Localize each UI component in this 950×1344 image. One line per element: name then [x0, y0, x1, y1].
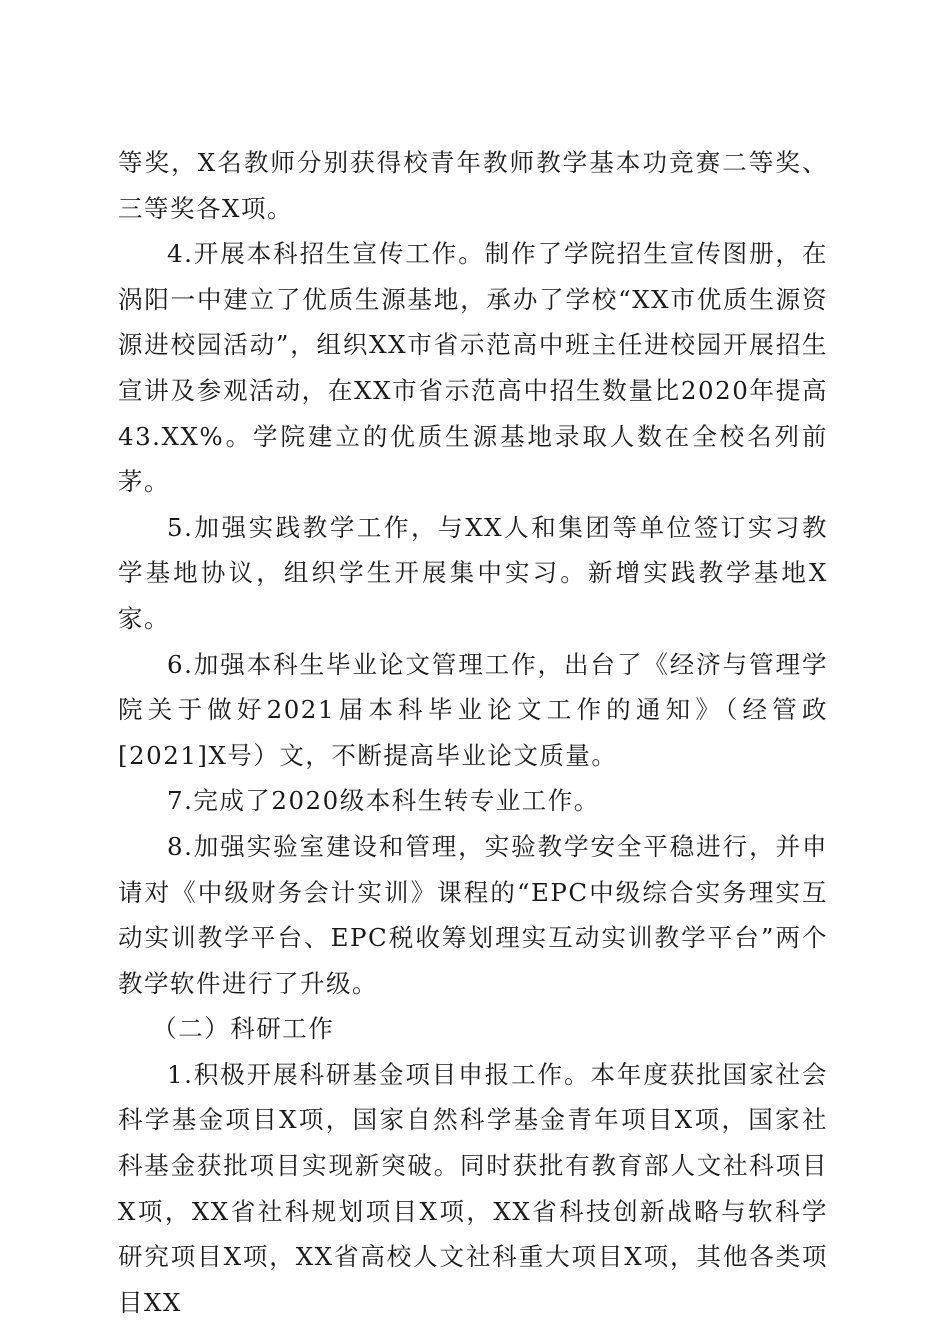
- paragraph-admissions-publicity: 4.开展本科招生宣传工作。制作了学院招生宣传图册，在涡阳一中建立了优质生源基地，承办了学校“XX市优质生源资源进校园活动”，组织XX市省示范高中班主任进校园开展招生宣讲及参观活动，在XX市省示范高中招生数量比2020年提高43.XX%。学院建立的优质生源基地录取人数在全校名列前茅。: [118, 239, 829, 497]
- paragraph-award-continuation: 等奖，X名教师分别获得校青年教师教学基本功竞赛二等奖、三等奖各X项。: [118, 148, 828, 223]
- paragraph-thesis-management: 6.加强本科生毕业论文管理工作，出台了《经济与管理学院关于做好2021届本科毕业论文工作的通知》（经管政[2021]X号）文，不断提高毕业论文质量。: [118, 649, 828, 770]
- paragraph-research-funding: 1.积极开展科研基金项目申报工作。本年度获批国家社会科学基金项目X项，国家自然科学基金青年项目X项，国家社科基金获批项目实现新突破。同时获批有教育部人文社科项目X项，XX省社科规划项目X项，XX省科技创新战略与软科学研究项目X项，XX省高校人文社科重大项目X项，其他各类项目XX: [118, 1059, 828, 1317]
- paragraph-laboratory: 8.加强实验室建设和管理，实验教学安全平稳进行，并申请对《中级财务会计实训》课程的“EPC中级综合实务理实互动实训教学平台、EPC税收筹划理实互动实训教学平台”两个教学软件进行了升级。: [118, 831, 828, 998]
- section-heading-research: （二）科研工作: [152, 1014, 335, 1044]
- document-body: [118, 140, 828, 1325]
- paragraph-major-transfer: 7.完成了2020级本科生转专业工作。: [167, 786, 600, 816]
- paragraph-practical-teaching: 5.加强实践教学工作，与XX人和集团等单位签订实习教学基地协议，组织学生开展集中实习。新增实践教学基地X家。: [118, 512, 828, 633]
